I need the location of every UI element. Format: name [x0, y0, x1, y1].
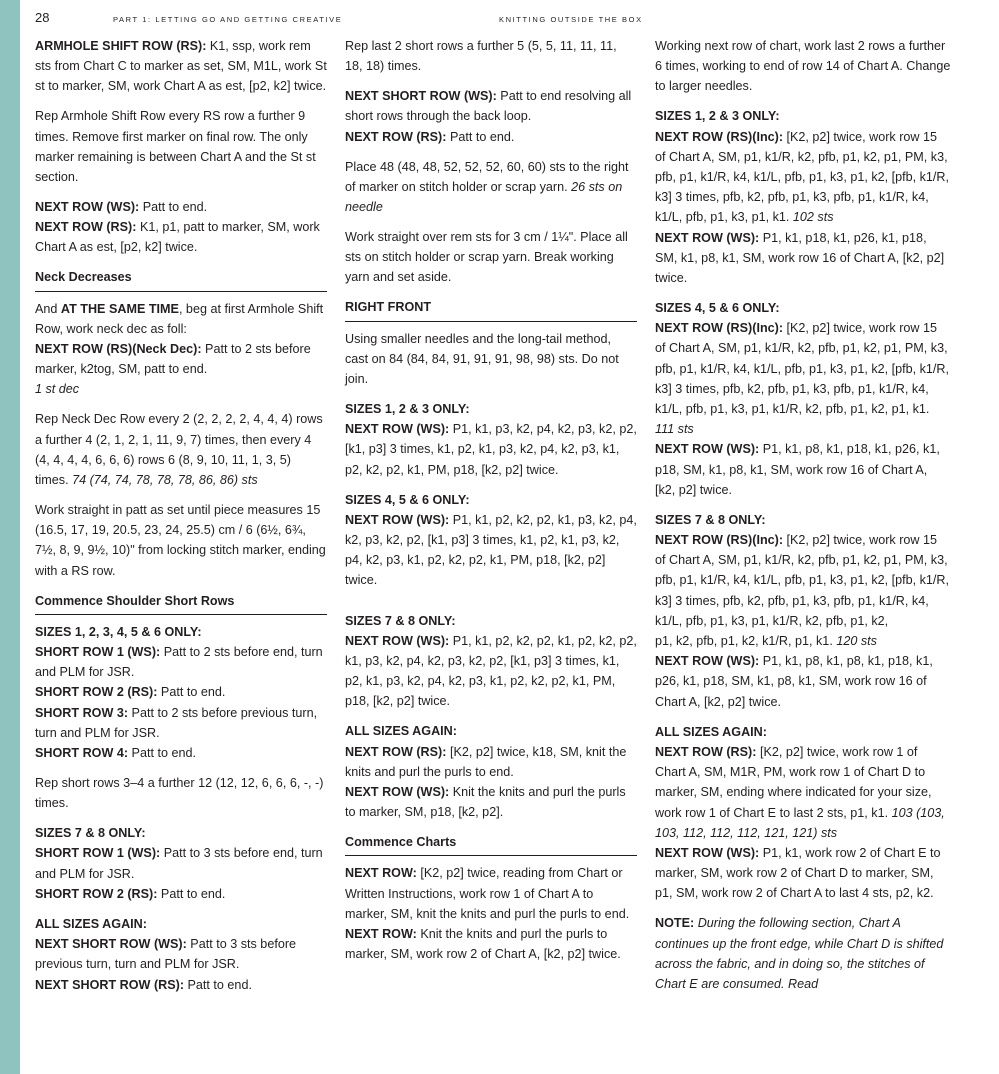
instruction-text: Commence Charts [345, 835, 457, 850]
instruction-label: NEXT ROW (WS): [655, 845, 760, 860]
instruction-label: SIZES 7 & 8 ONLY: [345, 613, 456, 628]
section-heading [345, 297, 637, 321]
instruction-text: Working next row of chart, work last 2 rows a further 6 times, working to end of row 14 of Chart A. Change to larger needles. [655, 39, 951, 94]
instruction-text: Knit the knits and purl the purls to marker, SM, p18, [k2, p2]. [345, 785, 626, 820]
instruction-label: NOTE: [655, 916, 695, 931]
paragraph-spacer [345, 591, 637, 611]
instruction-label: NEXT ROW (WS): [655, 442, 760, 457]
instruction-text: Rep last 2 short rows a further 5 (5, 5, 11, 11, 11, 18, 18) times. [345, 39, 617, 74]
instruction-label: NEXT ROW (WS): [655, 230, 760, 245]
instruction-paragraph [35, 197, 327, 217]
instruction-text: Patt to 3 sts before previous turn, turn and PLM for JSR. [35, 937, 297, 972]
instruction-paragraph [35, 642, 327, 682]
instruction-text: [K2, p2] twice, work row 15 of Chart A, SM, p1, k1/R, k2, pfb, p1, k2, p1, PM, k3, pfb, p1, k1/R, k4, k1/L, pfb, p1, k3, p1, k2, [pfb, k1/R, k3] 3 times, pfb, k2, pfb, p1, k3, pfb, p1, k1/R, k4, k1/L, pfb, p1, k3, p1, k1/R, k2, pfb, p1, k2, [655, 533, 950, 628]
instruction-text: P1, k1, work row 2 of Chart E to marker, SM, work row 2 of Chart D to marker, SM, p1, SM, work row 2 of Chart A to last 4 sts, p2, k2. [655, 845, 941, 901]
instruction-paragraph [345, 227, 637, 288]
instruction-label: NEXT ROW (RS)(Inc): [655, 129, 784, 144]
instruction-label: SHORT ROW 1 (WS): [35, 846, 161, 861]
instruction-paragraph [655, 843, 951, 904]
instruction-label: NEXT ROW (RS): [345, 744, 447, 759]
page-edge-strip [0, 0, 20, 1074]
instruction-label: NEXT ROW (WS): [345, 512, 450, 527]
instruction-paragraph [345, 611, 637, 631]
instruction-paragraph [345, 782, 637, 822]
instruction-text: Commence Shoulder Short Rows [35, 593, 235, 608]
instruction-label: ALL SIZES AGAIN: [655, 724, 767, 739]
instruction-paragraph [655, 742, 951, 843]
instruction-paragraph [35, 823, 327, 843]
stitch-count-note: 103 (103, 103, 112, 112, 112, 121, 121) sts [655, 805, 945, 840]
stitch-count-note: 102 sts [792, 210, 834, 225]
instruction-text: P1, k1, p2, k2, p2, k1, p3, k2, p4, k2, p3, k2, p2, [k1, p3] 3 times, k1, p2, k1, p3, k2, p4, k2, p3, k1, p2, k2, p2, k1, PM, p18, [k2, p2] twice. [345, 512, 637, 588]
instruction-paragraph [345, 157, 637, 218]
instruction-text: Patt to end. [157, 886, 226, 901]
instruction-text: RIGHT FRONT [345, 300, 432, 315]
instruction-paragraph [35, 339, 327, 379]
instruction-text: Place 48 (48, 48, 52, 52, 52, 60, 60) sts to the right of marker on stitch holder or scrap yarn. [345, 159, 629, 194]
instruction-label: SIZES 1, 2 & 3 ONLY: [345, 402, 470, 417]
instruction-label: ARMHOLE SHIFT ROW (RS): [35, 39, 207, 53]
stitch-count-note: 74 (74, 74, 78, 78, 78, 86, 86) sts [72, 473, 258, 488]
instruction-text: Patt to 3 sts before end, turn and PLM for JSR. [35, 846, 323, 881]
instruction-paragraph [35, 622, 327, 642]
instruction-label: SHORT ROW 1 (WS): [35, 645, 161, 660]
instruction-paragraph [655, 228, 951, 289]
instruction-label: NEXT ROW (RS): [35, 220, 137, 235]
instruction-label: NEXT ROW: [345, 866, 417, 881]
section-heading [35, 591, 327, 615]
instruction-paragraph [655, 651, 951, 712]
instruction-paragraph [35, 703, 327, 743]
instruction-paragraph [35, 106, 327, 187]
text-column-left [35, 36, 327, 995]
page-number: 28 [35, 10, 50, 25]
instruction-label: AT THE SAME TIME [60, 301, 179, 316]
instruction-text: K1, p1, patt to marker, SM, work Chart A as est, [p2, k2] twice. [35, 220, 320, 255]
instruction-text: And [35, 301, 61, 316]
instruction-text: [K2, p2] twice, work row 15 of Chart A, SM, p1, k1/R, k2, pfb, p1, k2, p1, PM, k3, pfb, p1, k1/R, k4, k1/L, pfb, p1, k3, p1, k2, [pfb, k1/R, k3] 3 times, pfb, k2, pfb, p1, k3, pfb, p1, k1/R, k4, k1/L, pfb, p1, k3, p1, k1/R, k2, pfb, p1, k2, p1, k1. [655, 321, 950, 417]
instruction-paragraph [345, 127, 637, 147]
instruction-text: P1, k1, p18, k1, p26, k1, p18, SM, k1, p8, k1, SM, work row 16 of Chart A, [k2, p2] twice. [655, 230, 945, 286]
instruction-label: ALL SIZES AGAIN: [35, 916, 147, 931]
instruction-paragraph [655, 439, 951, 500]
instruction-text: p1, k2, pfb, p1, k2, k1/R, p1, k1. [655, 634, 837, 649]
instruction-text: [K2, p2] twice, k18, SM, knit the knits and purl the purls to end. [345, 744, 627, 779]
instruction-paragraph [35, 743, 327, 763]
instruction-paragraph [655, 722, 951, 742]
instruction-paragraph [345, 742, 637, 782]
instruction-paragraph [345, 924, 637, 964]
instruction-text: P1, k1, p8, k1, p18, k1, p26, k1, p18, SM, k1, p8, k1, SM, work row 16 of Chart A, [k2, p2] twice. [655, 442, 940, 497]
instruction-text: Work straight over rem sts for 3 cm / 1¼". Place all sts on stitch holder or scrap yarn. Break working yarn and set aside. [345, 230, 628, 285]
instruction-paragraph [345, 399, 637, 419]
instruction-text: [K2, p2] twice, work row 15 of Chart A, SM, p1, k1/R, k2, pfb, p1, k2, p1, PM, k3, pfb, p1, k1/R, k4, k1/L, pfb, p1, k3, p1, k2, [pfb, k1/R, k3] 3 times, pfb, k2, pfb, p1, k3, pfb, p1, k1/R, k4, k1/L, pfb, p1, k3, p1, k1. [655, 129, 950, 225]
instruction-paragraph [35, 299, 327, 339]
instruction-label: NEXT ROW (WS): [35, 200, 140, 215]
instruction-paragraph [655, 631, 951, 651]
instruction-paragraph [35, 934, 327, 974]
stitch-count-note: During the following section, Chart A continues up the front edge, while Chart D is shifted across the fabric, and in doing so, the stitches of Chart E are consumed. Read [655, 916, 944, 991]
instruction-label: SHORT ROW 2 (RS): [35, 685, 158, 700]
instruction-text: P1, k1, p3, k2, p4, k2, p3, k2, p2, [k1, p3] 3 times, k1, p2, k1, p3, k2, p4, k2, p3, k1, p2, k2, p2, k1, PM, p18, [k2, p2] twice. [345, 422, 637, 477]
instruction-text: Patt to end resolving all short rows through the back loop. [345, 89, 632, 124]
stitch-count-note: 1 st dec [35, 382, 80, 397]
instruction-paragraph [35, 914, 327, 934]
instruction-paragraph [345, 419, 637, 480]
instruction-label: NEXT SHORT ROW (WS): [345, 89, 497, 104]
instruction-text: Patt to 2 sts before previous turn, turn and PLM for JSR. [35, 705, 318, 740]
instruction-paragraph [655, 913, 951, 994]
instruction-label: NEXT ROW (WS): [345, 422, 450, 437]
instruction-text: Using smaller needles and the long-tail method, cast on 84 (84, 84, 91, 91, 91, 98, 98) sts. Do not join. [345, 331, 619, 387]
instruction-label: ALL SIZES AGAIN: [345, 724, 457, 739]
instruction-paragraph [35, 500, 327, 581]
instruction-paragraph [35, 843, 327, 883]
instruction-label: SIZES 7 & 8 ONLY: [35, 826, 146, 841]
running-head-title: KNITTING OUTSIDE THE BOX [499, 15, 643, 24]
instruction-label: NEXT SHORT ROW (RS): [35, 977, 185, 992]
instruction-paragraph [345, 863, 637, 924]
instruction-text: Rep Neck Dec Row every 2 (2, 2, 2, 2, 4, 4, 4) rows a further 4 (2, 1, 2, 1, 11, 9, 7) times, then every 4 (4, 4, 4, 4, 6, 6, 6) rows 6 (8, 9, 10, 11, 1, 3, 5) times. [35, 412, 323, 488]
instruction-label: SIZES 7 & 8 ONLY: [655, 512, 766, 527]
text-column-right [655, 36, 951, 994]
instruction-paragraph [345, 36, 637, 76]
instruction-label: NEXT ROW (RS)(Neck Dec): [35, 342, 202, 357]
instruction-text: Rep Armhole Shift Row every RS row a further 9 times. Remove first marker on final row. The only marker remaining is between Chart A and the St st section. [35, 109, 316, 185]
instruction-text: Work straight in patt as set until piece measures 15 (16.5, 17, 19, 20.5, 23, 24, 25.5) cm / 6 (6½, 6¾, 7½, 8, 9, 9½, 10)" from locking stitch marker, ending with a RS row. [35, 503, 326, 578]
instruction-paragraph [345, 631, 637, 712]
instruction-label: NEXT ROW (WS): [345, 633, 450, 648]
instruction-text: Patt to 2 sts before end, turn and PLM for JSR. [35, 645, 323, 680]
instruction-paragraph [35, 773, 327, 813]
instruction-paragraph [655, 318, 951, 439]
instruction-paragraph [35, 682, 327, 702]
instruction-paragraph [35, 217, 327, 257]
instruction-text: Patt to 2 sts before marker, k2tog, SM, patt to end. [35, 342, 311, 377]
instruction-label: SIZES 4, 5 & 6 ONLY: [655, 301, 780, 316]
instruction-label: SIZES 1, 2, 3, 4, 5 & 6 ONLY: [35, 624, 202, 639]
instruction-text: [K2, p2] twice, reading from Chart or Written Instructions, work row 1 of Chart A to marker, SM, knit the knits and purl the purls to end. [345, 866, 630, 921]
instruction-paragraph [35, 409, 327, 490]
instruction-text: Knit the knits and purl the purls to marker, SM, work row 2 of Chart A, [k2, p2] twice. [345, 927, 621, 962]
instruction-label: NEXT ROW (WS): [655, 654, 760, 669]
instruction-text: Patt to end. [128, 746, 196, 761]
instruction-label: SHORT ROW 4: [35, 746, 129, 761]
instruction-paragraph [35, 975, 327, 995]
instruction-label: NEXT ROW (RS): [345, 129, 447, 144]
running-head-part: PART 1: LETTING GO AND GETTING CREATIVE [113, 15, 343, 24]
instruction-paragraph [655, 127, 951, 228]
instruction-paragraph [35, 379, 327, 399]
instruction-text: P1, k1, p2, k2, p2, k1, p2, k2, p2, k1, p3, k2, p4, k2, p3, k2, p2, [k1, p3] 3 times, k1, p2, k1, p3, k2, p4, k2, p3, k1, p2, k2, p2, k1, PM, p18, [k2, p2] twice. [345, 633, 637, 709]
instruction-text: , beg at first Armhole Shift Row, work neck dec as foll: [35, 301, 324, 336]
stitch-count-note: 26 sts on needle [345, 179, 623, 215]
instruction-text: Patt to end. [446, 129, 515, 144]
instruction-paragraph [655, 510, 951, 530]
instruction-text: Patt to end. [184, 977, 252, 992]
stitch-count-note: 120 sts [836, 634, 877, 649]
instruction-text: K1, ssp, work rem sts from Chart C to marker as set, SM, M1L, work St st to marker, SM, work Chart A as est, [p2, k2] twice. [35, 39, 327, 94]
instruction-label: NEXT ROW: [345, 927, 417, 942]
instruction-paragraph [655, 36, 951, 97]
instruction-paragraph [345, 490, 637, 510]
instruction-paragraph [345, 721, 637, 741]
instruction-label: NEXT ROW (RS)(Inc): [655, 321, 784, 336]
instruction-paragraph [35, 884, 327, 904]
instruction-text: Rep short rows 3–4 a further 12 (12, 12, 6, 6, 6, -, -) times. [35, 776, 324, 811]
instruction-text: Neck Decreases [35, 270, 132, 285]
text-column-middle [345, 36, 637, 965]
instruction-label: SIZES 1, 2 & 3 ONLY: [655, 109, 780, 124]
section-heading [345, 832, 637, 856]
instruction-paragraph [35, 36, 327, 97]
section-heading [35, 267, 327, 291]
instruction-paragraph [345, 510, 637, 591]
stitch-count-note: 111 sts [655, 422, 694, 437]
instruction-label: NEXT ROW (RS): [655, 744, 757, 759]
instruction-label: NEXT ROW (WS): [345, 785, 450, 800]
instruction-label: SIZES 4, 5 & 6 ONLY: [345, 492, 470, 507]
instruction-paragraph [345, 86, 637, 126]
instruction-text: [K2, p2] twice, work row 1 of Chart A, SM, M1R, PM, work row 1 of Chart D to marker, SM, ending where indicated for your size, work row 1 of Chart E to last 2 sts, p1, k1. [655, 744, 932, 820]
instruction-label: NEXT ROW (RS)(Inc): [655, 533, 784, 548]
instruction-paragraph [655, 106, 951, 126]
instruction-paragraph [345, 329, 637, 390]
instruction-label: SHORT ROW 2 (RS): [35, 886, 158, 901]
instruction-text: Patt to end. [139, 200, 208, 215]
instruction-label: NEXT SHORT ROW (WS): [35, 937, 187, 952]
instruction-label: SHORT ROW 3: [35, 705, 129, 720]
instruction-paragraph [655, 298, 951, 318]
instruction-text: Patt to end. [157, 685, 226, 700]
instruction-paragraph [655, 530, 951, 631]
instruction-text: P1, k1, p8, k1, p8, k1, p18, k1, p26, k1, p18, SM, k1, p8, k1, SM, work row 16 of Chart A, [k2, p2] twice. [655, 654, 933, 709]
